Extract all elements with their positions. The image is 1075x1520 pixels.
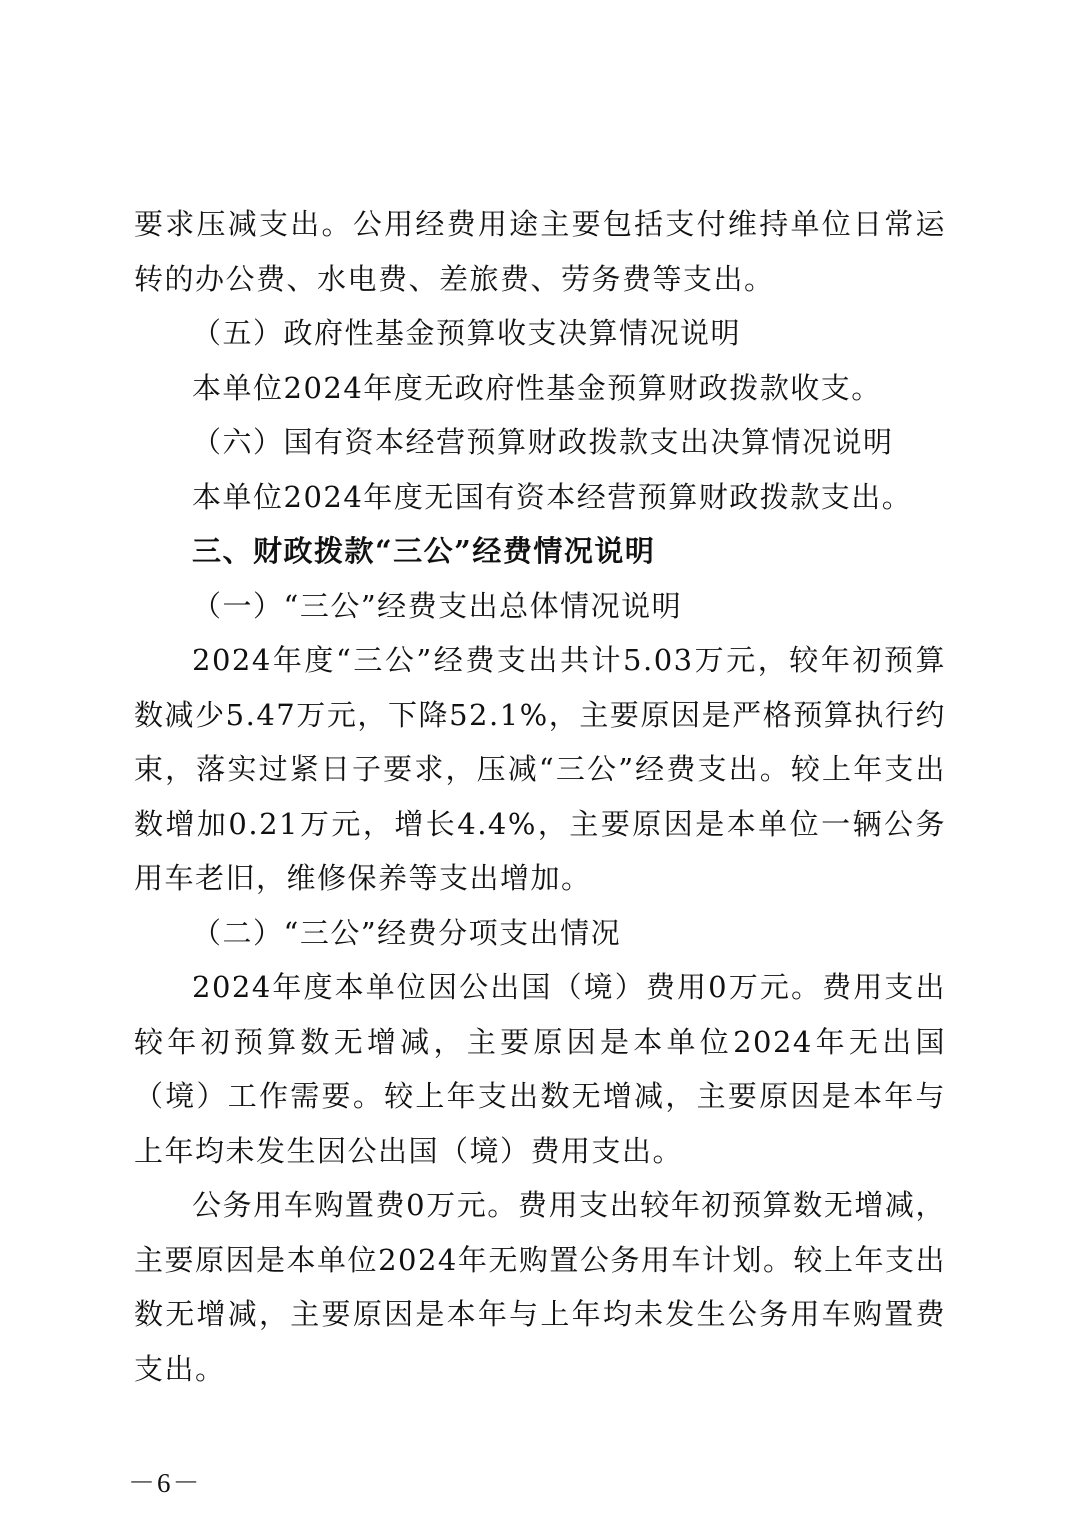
document-body bbox=[134, 197, 946, 1396]
paragraph-public-expense-purpose: 要求压减支出。公用经费用途主要包括支付维持单位日常运转的办公费、水电费、差旅费、劳务费等支出。 bbox=[134, 207, 946, 296]
heading-overall-three-public: （一）“三公”经费支出总体情况说明 bbox=[192, 588, 683, 623]
page-number: －6－ bbox=[128, 1468, 202, 1498]
heading-itemized-three-public: （二）“三公”经费分项支出情况 bbox=[192, 915, 622, 950]
section-heading-three-public-expenses: 三、财政拨款“三公”经费情况说明 bbox=[192, 534, 656, 568]
paragraph-overall-three-public: 2024年度“三公”经费支出共计5.03万元，较年初预算数减少5.47万元，下降52.1%，主要原因是严格预算执行约束，落实过紧日子要求，压减“三公”经费支出。较上年支出数增加0.21万元，增长4.4%，主要原因是本单位一辆公务用车老旧，维修保养等支出增加。 bbox=[134, 643, 946, 895]
paragraph-government-fund-budget: 本单位2024年度无政府性基金预算财政拨款收支。 bbox=[192, 370, 882, 405]
paragraph-state-capital-budget: 本单位2024年度无国有资本经营预算财政拨款支出。 bbox=[192, 479, 913, 514]
paragraph-overseas-travel: 2024年度本单位因公出国（境）费用0万元。费用支出较年初预算数无增减，主要原因是本单位2024年无出国（境）工作需要。较上年支出数无增减，主要原因是本年与上年均未发生因公出国（境）费用支出。 bbox=[134, 970, 946, 1168]
heading-government-fund-budget: （五）政府性基金预算收支决算情况说明 bbox=[192, 316, 742, 350]
heading-state-capital-budget: （六）国有资本经营预算财政拨款支出决算情况说明 bbox=[192, 425, 894, 459]
paragraph-vehicle-purchase: 公务用车购置费0万元。费用支出较年初预算数无增减，主要原因是本单位2024年无购置公务用车计划。较上年支出数无增减，主要原因是本年与上年均未发生公务用车购置费支出。 bbox=[134, 1188, 946, 1386]
